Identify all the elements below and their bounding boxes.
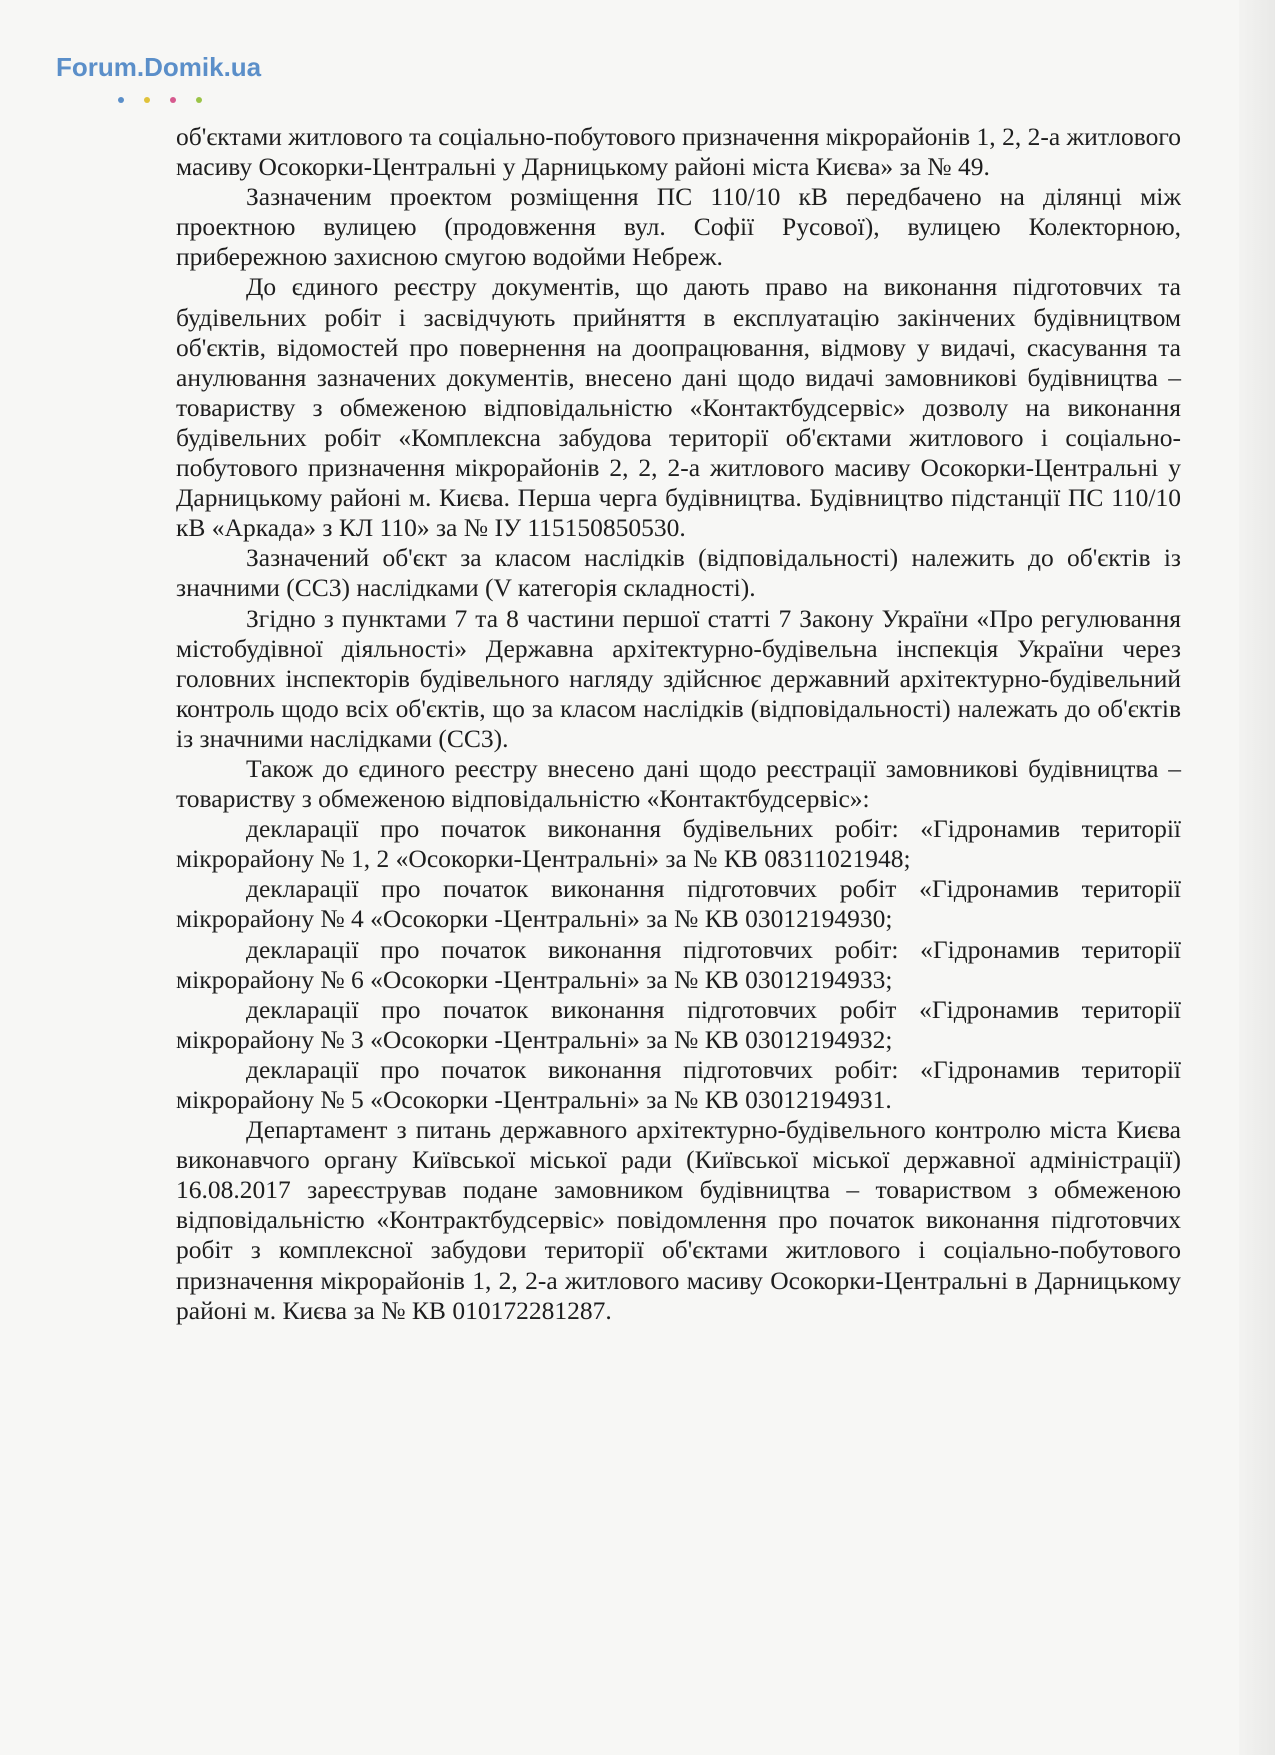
watermark-dot: [118, 97, 124, 103]
document-body: [176, 122, 1181, 1326]
forum-watermark-logo: Forum.Domik.ua: [56, 52, 262, 82]
paragraph-register-permit: До єдиного реєстру документів, що дають право на виконання підготовчих та будівельних робіт і засвідчують прийняття в експлуатацію закінчених будівництвом об'єктів, відомостей про повернення на доопрацювання, відмову у видачі, скасування та анулювання зазначених документів, внесено дані щодо видачі замовникові будівництва – товариству з обмеженою відповідальністю «Контактбудсервіс» дозволу на виконання будівельних робіт «Комплексна забудова території об'єктами житлового і соціально-побутового призначення мікрорайонів 2, 2, 2-а житлового масиву Осокорки-Центральні у Дарницькому районі м. Києва. Перша черга будівництва. Будівництво підстанції ПС 110/10 кВ «Аркада» з КЛ 110» за № ІУ 115150850530.: [176, 272, 1181, 543]
paragraph-continuation: об'єктами житлового та соціально-побутового призначення мікрорайонів 1, 2, 2-а житлового масиву Осокорки-Центральні у Дарницькому районі міста Києва» за № 49.: [176, 122, 1181, 182]
declaration-item: декларації про початок виконання будівельних робіт: «Гідронамив території мікрорайону № 1, 2 «Осокорки-Центральні» за № КВ 08311021948;: [176, 814, 1181, 874]
paragraph-consequence-class: Зазначений об'єкт за класом наслідків (відповідальності) належить до об'єктів із значними (СС3) наслідками (V категорія складності).: [176, 543, 1181, 603]
paragraph-substation-location: Зазначеним проектом розміщення ПС 110/10 кВ передбачено на ділянці між проектною вулицею (продовження вул. Софії Русової), вулицею Колекторною, прибережною захисною смугою водойми Небреж.: [176, 182, 1181, 272]
declaration-item: декларації про початок виконання підготовчих робіт «Гідронамив території мікрорайону № 4 «Осокорки -Центральні» за № КВ 03012194930;: [176, 874, 1181, 934]
paragraph-department-registration: Департамент з питань державного архітектурно-будівельного контролю міста Києва виконавчого органу Київської міської ради (Київської міської державної адміністрації) 16.08.2017 зареєстрував подане замовником будівництва – товариством з обмеженою відповідальністю «Контрактбудсервіс» повідомлення про початок виконання підготовчих робіт з комплексної забудови території об'єктами житлового і соціально-побутового призначення мікрорайонів 1, 2, 2-а житлового масиву Осокорки-Центральні в Дарницькому районі м. Києва за № КВ 010172281287.: [176, 1115, 1181, 1325]
watermark-dot: [196, 97, 202, 103]
watermark-dot: [170, 97, 176, 103]
declaration-item: декларації про початок виконання підготовчих робіт «Гідронамив території мікрорайону № 3 «Осокорки -Центральні» за № КВ 03012194932;: [176, 994, 1181, 1054]
watermark-dot: [144, 97, 150, 103]
paragraph-register-declarations: Також до єдиного реєстру внесено дані щодо реєстрації замовникові будівництва – товариству з обмеженою відповідальністю «Контактбудсервіс»:: [176, 753, 1181, 814]
page-edge-shadow: [1239, 0, 1275, 1755]
declaration-item: декларації про початок виконання підготовчих робіт: «Гідронамив території мікрорайону № 5 «Осокорки -Центральні» за № КВ 03012194931.: [176, 1054, 1181, 1114]
declaration-item: декларації про початок виконання підготовчих робіт: «Гідронамив території мікрорайону № 6 «Осокорки -Центральні» за № КВ 03012194933;: [176, 934, 1181, 994]
paragraph-law-reference: Згідно з пунктами 7 та 8 частини першої статті 7 Закону України «Про регулювання містобудівної діяльності» Державна архітектурно-будівельна інспекція України через головних інспекторів будівельного нагляду здійснює державний архітектурно-будівельний контроль щодо всіх об'єктів, що за класом наслідків (відповідальності) належать до об'єктів із значними наслідками (СС3).: [176, 603, 1181, 753]
watermark-dots: [118, 90, 218, 100]
